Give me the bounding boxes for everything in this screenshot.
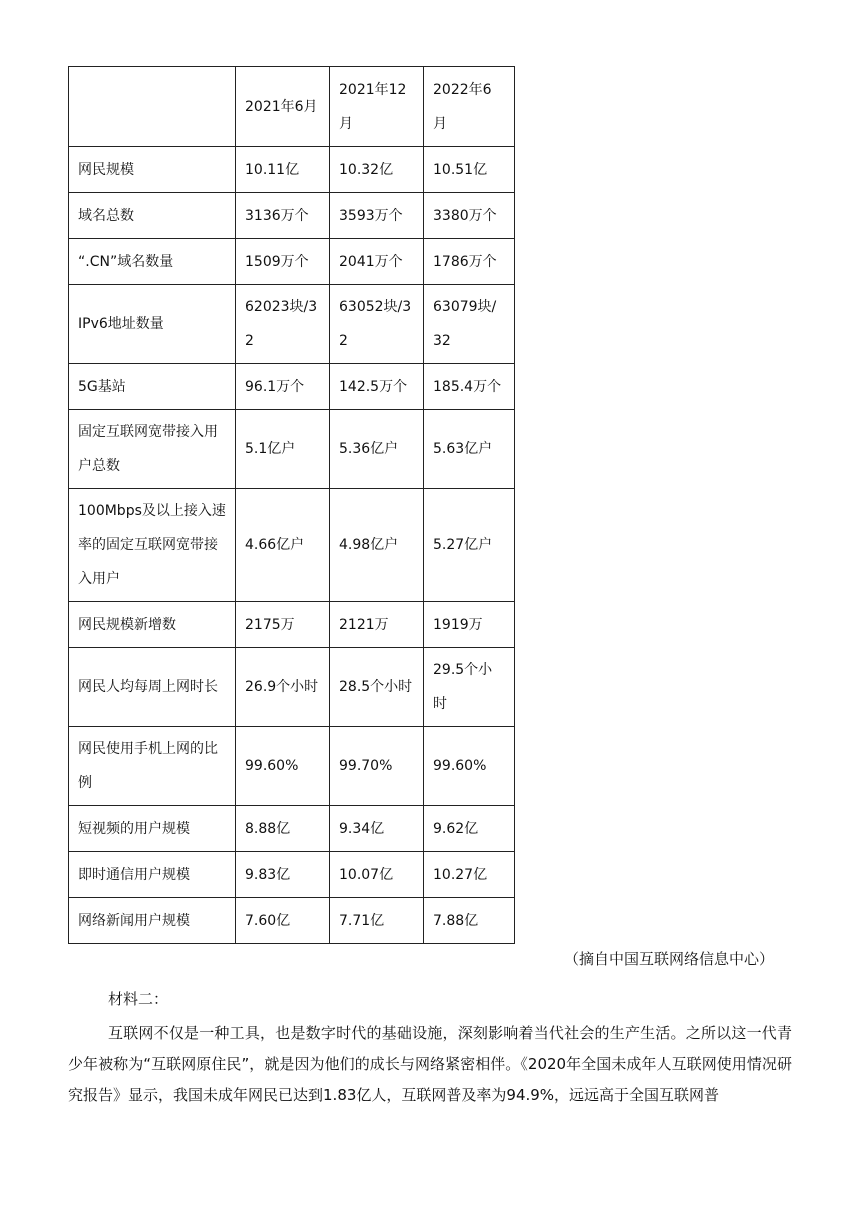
table-cell: 5.63亿户 <box>424 410 515 489</box>
table-row <box>69 852 515 898</box>
table-cell: 99.60% <box>424 727 515 806</box>
statistics-table <box>68 66 515 944</box>
table-cell: 26.9个小时 <box>236 648 330 727</box>
table-cell: 185.4万个 <box>424 364 515 410</box>
table-cell: 5.1亿户 <box>236 410 330 489</box>
table-cell: 4.98亿户 <box>330 489 424 602</box>
table-cell: 62023块/32 <box>236 285 330 364</box>
table-cell: 28.5个小时 <box>330 648 424 727</box>
table-row <box>69 410 515 489</box>
source-citation: （摘自中国互联网络信息中心） <box>563 950 774 968</box>
header-cell-empty <box>69 67 236 147</box>
row-label: 即时通信用户规模 <box>69 852 236 898</box>
body-paragraph: 互联网不仅是一种工具，也是数字时代的基础设施，深刻影响着当代社会的生产生活。之所以这一代青少年被称为“互联网原住民”，就是因为他们的成长与网络紧密相伴。《2020年全国未成年人互联网使用情况研究报告》显示，我国未成年网民已达到1.83亿人，互联网普及率为94.9%，远远高于全国互联网普 <box>68 1024 792 1104</box>
row-label: 100Mbps及以上接入速率的固定互联网宽带接入用户 <box>69 489 236 602</box>
table-cell: 7.88亿 <box>424 898 515 944</box>
row-label: 网民使用手机上网的比例 <box>69 727 236 806</box>
row-label: 短视频的用户规模 <box>69 806 236 852</box>
table-cell: 10.32亿 <box>330 147 424 193</box>
table-cell: 10.11亿 <box>236 147 330 193</box>
table-cell: 8.88亿 <box>236 806 330 852</box>
header-cell-2021-06: 2021年6月 <box>236 67 330 147</box>
table-cell: 10.51亿 <box>424 147 515 193</box>
table-cell: 2041万个 <box>330 239 424 285</box>
row-label: 网民规模 <box>69 147 236 193</box>
material-heading: 材料二： <box>108 990 169 1008</box>
table-cell: 1786万个 <box>424 239 515 285</box>
row-label: 网络新闻用户规模 <box>69 898 236 944</box>
table-row <box>69 898 515 944</box>
table-cell: 9.62亿 <box>424 806 515 852</box>
table-cell: 3593万个 <box>330 193 424 239</box>
table-row <box>69 193 515 239</box>
row-label: “.CN”域名数量 <box>69 239 236 285</box>
table-row <box>69 727 515 806</box>
table-cell: 2121万 <box>330 602 424 648</box>
header-cell-2022-06: 2022年6月 <box>424 67 515 147</box>
table-cell: 63052块/32 <box>330 285 424 364</box>
row-label: IPv6地址数量 <box>69 285 236 364</box>
table-cell: 1919万 <box>424 602 515 648</box>
row-label: 5G基站 <box>69 364 236 410</box>
table-header-row <box>69 67 515 147</box>
table-row <box>69 364 515 410</box>
table-cell: 99.70% <box>330 727 424 806</box>
table-cell: 29.5个小时 <box>424 648 515 727</box>
table-cell: 7.60亿 <box>236 898 330 944</box>
table-row <box>69 239 515 285</box>
table-row <box>69 489 515 602</box>
row-label: 固定互联网宽带接入用户总数 <box>69 410 236 489</box>
row-label: 域名总数 <box>69 193 236 239</box>
table-cell: 9.34亿 <box>330 806 424 852</box>
row-label: 网民规模新增数 <box>69 602 236 648</box>
row-label: 网民人均每周上网时长 <box>69 648 236 727</box>
table-cell: 96.1万个 <box>236 364 330 410</box>
table-row <box>69 602 515 648</box>
table-cell: 10.07亿 <box>330 852 424 898</box>
table-cell: 4.66亿户 <box>236 489 330 602</box>
table-cell: 3380万个 <box>424 193 515 239</box>
header-cell-2021-12: 2021年12月 <box>330 67 424 147</box>
table-cell: 10.27亿 <box>424 852 515 898</box>
table-row <box>69 285 515 364</box>
table-cell: 63079块/32 <box>424 285 515 364</box>
table-cell: 7.71亿 <box>330 898 424 944</box>
table-cell: 9.83亿 <box>236 852 330 898</box>
table-cell: 5.36亿户 <box>330 410 424 489</box>
table-row <box>69 648 515 727</box>
table-cell: 5.27亿户 <box>424 489 515 602</box>
table-cell: 1509万个 <box>236 239 330 285</box>
table-row <box>69 147 515 193</box>
table-cell: 2175万 <box>236 602 330 648</box>
table-cell: 99.60% <box>236 727 330 806</box>
table-row <box>69 806 515 852</box>
table-cell: 3136万个 <box>236 193 330 239</box>
table-cell: 142.5万个 <box>330 364 424 410</box>
